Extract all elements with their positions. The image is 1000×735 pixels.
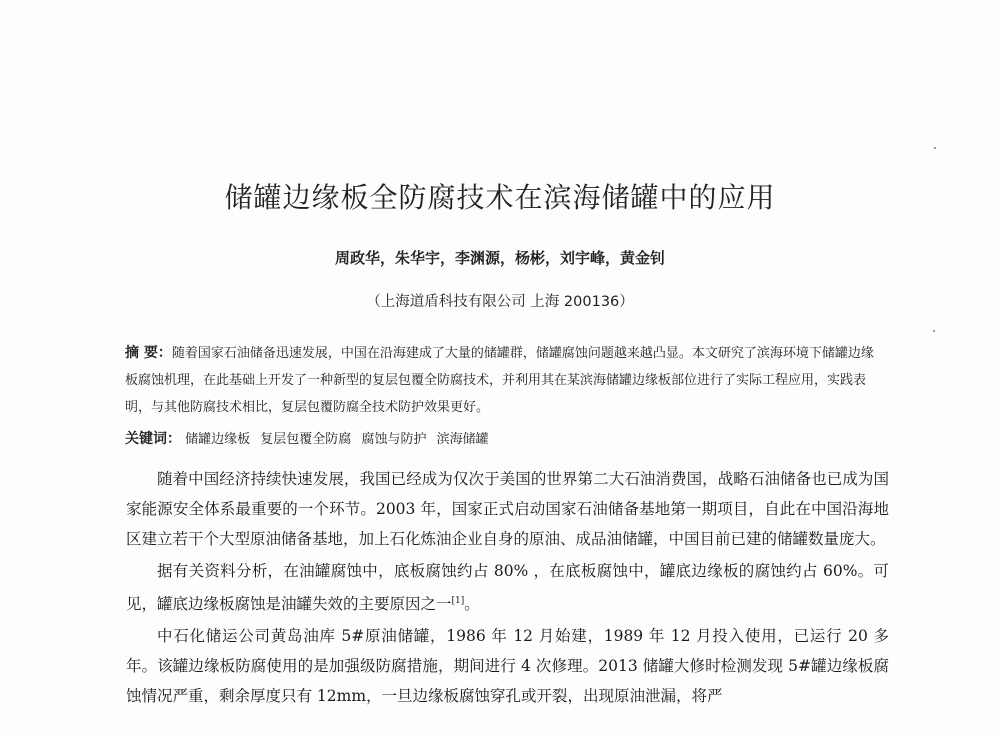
body-paragraph-1: 随着中国经济持续快速发展，我国已经成为仅次于美国的世界第二大石油消费国，战略石油储备也已成为国家能源安全体系最重要的一个环节。2003 年，国家正式启动国家石油储备基地第一期项目，自此在中国沿海地区建立若干个大型原油储备基地，加上石化炼油企业自身的原油、成品油储罐，中国目前已建的储罐数量庞大。 (126, 470, 889, 548)
keyword-term: 腐蚀与防护 (361, 432, 427, 447)
body-paragraph-2 (126, 556, 889, 619)
citation-ref: [1] (451, 596, 465, 606)
keywords (125, 428, 885, 451)
abstract-label: 摘 要： (125, 345, 172, 361)
paragraph-2-end: 。 (464, 595, 480, 613)
abstract (125, 340, 885, 421)
keyword-term: 复层包覆全防腐 (260, 432, 352, 447)
author-list: 周政华，朱华宇，李渊源，杨彬，刘宇峰，黄金钊 (334, 249, 665, 267)
body-paragraph-3: 中石化储运公司黄岛油库 5#原油储罐，1986 年 12 月始建，1989 年 12 月投入使用，已运行 20 多年。该罐边缘板防腐使用的是加强级防腐措施，期间进行 4 次修理。2013 储罐大修时检测发现 5#罐边缘板腐蚀情况严重，剩余厚度只有 12mm，一旦边缘板腐蚀穿孔或开裂，出现原油泄漏，将严 (126, 627, 889, 705)
scan-speck (933, 330, 935, 332)
scan-speck (934, 147, 936, 149)
keyword-term: 储罐边缘板 (185, 432, 251, 447)
abstract-text: 随着国家石油储备迅速发展，中国在沿海建成了大量的储罐群，储罐腐蚀问题越来越凸显。本文研究了滨海环境下储罐边缘板腐蚀机理，在此基础上开发了一种新型的复层包覆全防腐技术，并利用其在某滨海储罐边缘板部位进行了实际工程应用，实践表明，与其他防腐技术相比，复层包覆防腐全技术防护效果更好。 (125, 346, 874, 415)
keyword-term: 滨海储罐 (436, 432, 489, 447)
keywords-label: 关键词： (125, 431, 181, 447)
paper-title: 储罐边缘板全防腐技术在滨海储罐中的应用 (224, 181, 776, 214)
paragraph-2-text: 据有关资料分析，在油罐腐蚀中，底板腐蚀约占 80% ，在底板腐蚀中，罐底边缘板的腐蚀约占 60%。可见，罐底边缘板腐蚀是油罐失效的主要原因之一 (126, 562, 889, 613)
affiliation: （上海道盾科技有限公司 上海 200136） (366, 294, 634, 310)
body-text (126, 464, 889, 711)
